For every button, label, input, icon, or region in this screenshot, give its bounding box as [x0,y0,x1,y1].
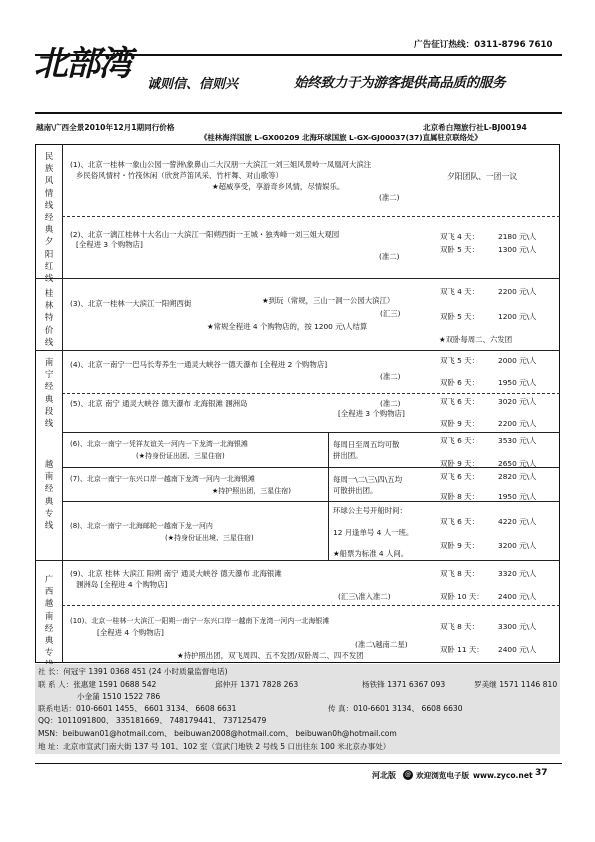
table-col-divider [62,144,63,663]
route-2-line-1: (2)、北京一漓江桂林十大名山一大滨江一阳朔西街一王城・独秀峰一刘三姐大观园 [70,230,340,239]
route-7-price-2: 1950 元\人 [498,492,537,501]
route-4-option-1: 双飞 5 天： [440,356,479,365]
row-divider [62,432,560,433]
route-2-price-1: 2180 元\人 [498,232,537,241]
route-8-option-1: 双飞 6 天： [440,517,479,526]
contact-person-4: 罗美继 1571 1146 810 [474,680,558,689]
banner-rule [35,112,562,114]
route-9-price-1: 3320 元\人 [498,569,537,578]
logo: 北部湾 [34,44,130,84]
row-7-divider [328,467,329,501]
route-4-option-2: 双卧 6 天： [440,378,479,387]
section-label-guilin: 桂林特价线 [44,288,54,347]
row-divider [62,216,560,217]
section-label-vietnam: 越南经典专线 [44,459,54,531]
route-6-price-2: 2650 元\人 [498,459,537,468]
route-4-line-1: (4)、北京一南宁一巴马长寿养生一通灵大峡谷一德天瀑布 [全程进 2 个购物店] [70,360,328,369]
section-label-guangxi: 广西越南经典专 [44,574,54,658]
logo-mark-icon: @ [405,771,411,778]
route-6-schedule-1: 每周日至周五均可散 [333,440,400,449]
route-6-schedule-2: 拼出团。 [333,451,363,460]
route-8-schedule-3: ★船票为标准 4 人间。 [333,549,409,558]
route-3-price-1: 2200 元\人 [498,287,537,296]
route-10-option-1: 双飞 8 天： [440,622,479,631]
route-5-option-2: 双卧 9 天： [440,419,479,428]
route-5-line-1: (5)、北京 南宁 通灵大峡谷 德天瀑布 北海银滩 涠洲岛 [70,399,248,408]
route-10-price-2: 2400 元\人 [498,645,537,654]
route-2-grade: (准二) [379,252,400,261]
footer-rule [35,763,562,764]
contact-president: 社 长：何冠宇 1391 0368 451 (24 小时质量监督电话) [38,667,228,676]
contact-phone: 联系电话：010-6601 1455、 6601 3134、 6608 6631 [38,704,237,713]
route-5-price-1: 3020 元\人 [498,397,537,406]
footer-welcome: 欢迎浏览电子版 [416,771,470,780]
route-10-line-1: (10)、北京一桂林一大滨江一阳朔一南宁一东兴口岸一越南下龙湾一河内一北海银滩 [70,617,330,625]
route-3-line-1: (3)、北京一桂林一大滨江一阳朔西街 [70,299,192,308]
route-1-line-3: ★超威享受，享游奇乡风情，尽情娱乐。 [212,182,345,191]
agency-license: 北京希白翔旅行社L-BJ00194 [423,123,527,132]
route-1-line-1: (1)、北京一桂林一象山公园一訾洲\象鼻山二大汉朋一大滨江一刘三姐风景岭一凤凰河大滨注 [70,160,372,169]
row-divider [62,501,560,502]
contact-person-2: 邱仲开 1371 7828 263 [215,680,299,689]
route-2-price-2: 1300 元\人 [498,245,537,254]
route-3-option-2: 双卧 5 天： [440,312,479,321]
route-3-line-4: ★常规全程进 4 个购物店的，按 1200 元\人结算 [207,322,368,331]
route-3-line-2: ★到玩（常规，三山一洞一公园大滨江） [262,296,395,305]
route-2-line-2: [全程进 3 个购物店] [76,240,143,249]
route-7-option-2: 双卧 8 天： [440,492,479,501]
route-8-option-2: 双卧 9 天： [440,541,479,550]
route-6-line-1: (6)、北京一南宁一凭祥友谊关一河内一下龙湾一北海银滩 [70,440,248,448]
route-9-line-2: 涠洲岛 [全程进 4 个购物店] [76,580,168,589]
route-5-price-2: 2200 元\人 [498,419,537,428]
route-7-price-1: 2820 元\人 [498,472,537,481]
route-3-note: ★双卧每周二、六发团 [439,335,513,344]
route-5-line-3: [全程进 3 个购物店] [338,409,405,418]
agency-affiliation: 《桂林海洋国旅 L-GX00209 北海环球国旅 L-GX-GJ00037(37)直属驻京联络处》 [200,133,482,142]
route-6-option-2: 双卧 9 天： [440,459,479,468]
route-10-line-2: [全程进 4 个购物店] [97,628,164,637]
route-4-price-1: 2000 元\人 [498,356,537,365]
route-8-line-1: (8)、北京一南宁一北海邮轮一越南下龙一河内 [70,522,213,530]
contact-fax: 传 真：010-6601 3134、 6608 6630 [328,704,463,713]
row-8-divider [328,501,329,560]
route-3-grade: (汇三) [380,309,401,318]
route-8-schedule-1: 环球公主号开船时间： [333,506,407,515]
route-8-price-2: 3200 元\人 [498,541,537,550]
route-7-line-1: (7)、北京一南宁一东兴口岸一越南下龙湾一河内一北海银滩 [70,475,255,483]
section-divider [35,560,560,561]
price-title: 越南\广西全景2010年12月1期同行价格 [36,123,175,132]
hotline-text: 广告征订热线：0311-8796 7610 [414,40,553,50]
contact-person-3: 杨铁锋 1371 6367 093 [362,680,446,689]
section-divider [35,278,560,279]
route-7-option-1: 双飞 6 天： [440,472,479,481]
route-10-line-4: ★持护照出团，双飞周四、五不发团/双卧周二、四不发团 [177,651,364,660]
route-2-option-1: 双飞 4 天： [440,232,479,241]
route-1-grade: (准二) [379,193,400,202]
route-10-price-1: 3300 元\人 [498,622,537,631]
route-7-schedule-2: 可散拼出团。 [333,486,378,495]
route-5-grade: (准二) [380,399,401,408]
contact-person-1: 联 系 人：张惠建 1591 0688 542 [38,680,157,689]
route-6-line-2: (★持身份证出团、三星住宿) [136,452,225,460]
route-5-option-1: 双飞 6 天： [440,397,479,406]
section-label-ethnic: 民族风情线经典夕阳红线 [44,151,54,284]
route-9-grade: (汇三\准入准二) [338,592,391,601]
edition-label: 河北版 [372,771,396,780]
contact-person-5: 小金蒲 1510 1522 786 [77,692,161,701]
row-divider [62,605,560,606]
contact-qq: QQ：1011091800、 335181669、 748179441、 737125479 [38,716,267,725]
route-9-option-1: 双飞 8 天： [440,569,479,578]
route-4-grade: (准二) [380,372,401,381]
route-2-option-2: 双卧 5 天： [440,245,479,254]
row-6-divider [328,432,329,467]
route-8-schedule-2: 12 月逢单号 4 人一班。 [333,528,414,537]
route-9-option-2: 双卧 10 天： [440,592,484,601]
banner-slogan: 始终致力于为游客提供高品质的服务 [294,75,506,91]
route-8-line-2: (★持身份证出境、三星住宿) [165,534,254,542]
row-divider [62,393,560,394]
route-9-line-1: (9)、北京 桂林 大滨江 阳朔 南宁 通灵大峡谷 德天瀑布 北海银滩 [70,569,282,578]
contact-msn: MSN：beibuwan01@hotmail.com、 beibuwan2008@hotmail.com、 beibuwan0h@hotmail.com [38,729,397,738]
route-7-line-2: ★持护照出团，三星住宿) [212,487,292,495]
section-label-nanning: 南宁经典段线 [44,357,54,429]
banner-subtitle: 诚则信、信则兴 [147,77,239,92]
route-3-option-1: 双飞 4 天： [440,287,479,296]
route-3-price-2: 1200 元\人 [498,312,537,321]
route-7-schedule-1: 每周一\二\三\四\五均 [333,475,403,484]
route-1-line-2: 乡民俗风情村・竹筏休闲（欣赏芦笛风采、竹杆舞、对山歌等） [76,171,283,180]
row-divider [62,467,560,468]
section-divider [35,350,560,351]
route-10-option-2: 双卧 11 天： [440,645,484,654]
route-9-price-2: 2400 元\人 [498,592,537,601]
route-8-price-1: 4220 元\人 [498,517,537,526]
route-1-price: 夕阳团队、一团一议 [447,172,518,181]
footer-url[interactable]: www.zyco.net [473,771,533,780]
route-6-price-1: 3530 元\人 [498,436,537,445]
contact-address: 地 址：北京市宣武门南大街 137 号 101、102 室（宣武门地铁 2 号线 5 口出往东 100 米北京办事处） [38,742,391,751]
page-number: 37 [535,768,548,778]
route-10-grade: (准二\越南二星) [355,640,408,649]
route-4-price-2: 1950 元\人 [498,378,537,387]
route-6-option-1: 双飞 6 天： [440,436,479,445]
